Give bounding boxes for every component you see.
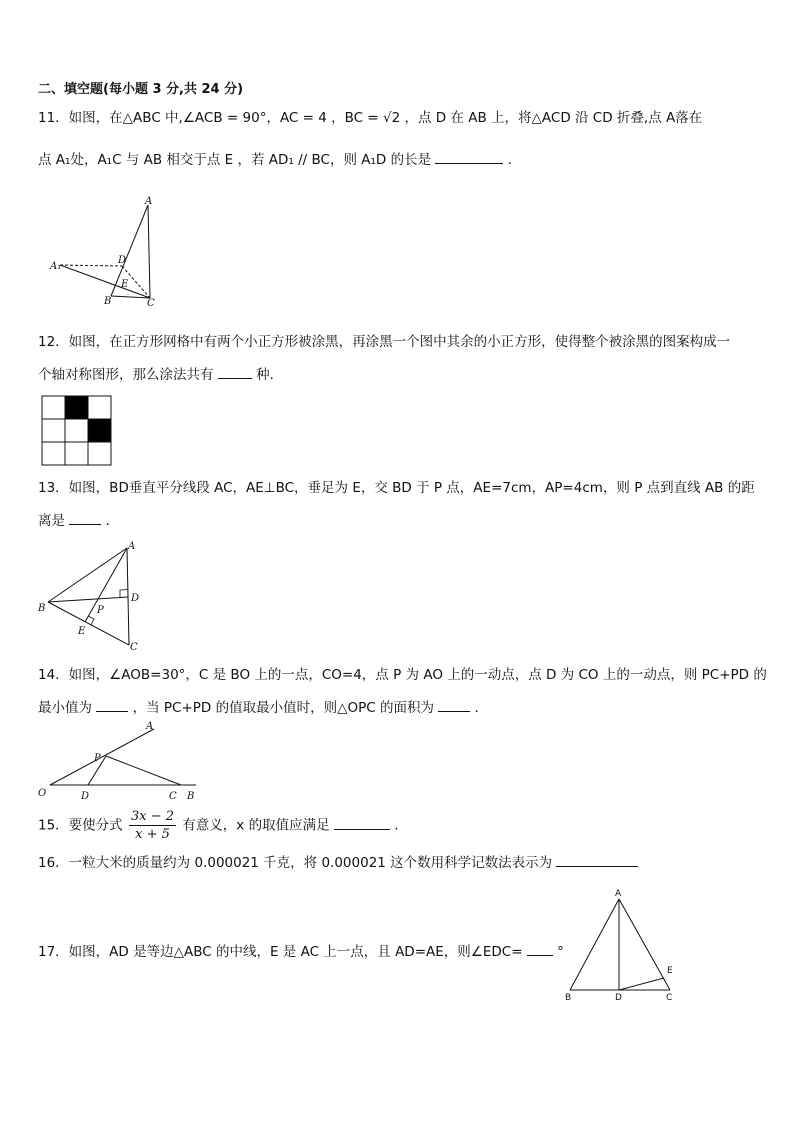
q13-line1: 13．如图，BD垂直平分线段 AC，AE⊥BC，垂足为 E，交 BD 于 P 点，AE=7cm，AP=4cm，则 P 点到直线 AB 的距 xyxy=(38,480,755,496)
q14-answer-blank-1[interactable] xyxy=(96,697,128,712)
q13-label-B: B xyxy=(38,603,46,614)
q13-label-A: A xyxy=(128,541,136,552)
q14-label-B: B xyxy=(187,791,195,802)
q11-label-E: E xyxy=(121,279,129,290)
q12-grid-cell xyxy=(42,396,65,419)
q13-right-angle-D xyxy=(120,590,128,598)
q16-answer-blank[interactable] xyxy=(556,852,638,867)
q14-line1: 14．如图，∠AOB=30°，C 是 BO 上的一点，CO=4，点 P 为 AO 上的一动点，点 D 为 CO 上的一动点，则 PC+PD 的 xyxy=(38,667,767,683)
q11-label-C: C xyxy=(147,298,155,309)
q11-answer-blank[interactable] xyxy=(435,149,503,164)
q12-grid-cell xyxy=(42,442,65,465)
q13-seg-AE xyxy=(85,548,127,622)
q13-label-C: C xyxy=(130,642,138,653)
q13-seg-BD xyxy=(48,597,128,602)
q15-line xyxy=(38,808,398,843)
q14-label-C: C xyxy=(169,791,177,802)
q12-line2b: 种． xyxy=(256,367,284,383)
q11-end: . xyxy=(507,152,512,168)
q15-denominator: x + 5 xyxy=(135,827,170,842)
q17-text: 17．如图，AD 是等边△ABC 的中线，E 是 AC 上一点，且 AD=AE，则∠EDC= xyxy=(38,944,523,960)
q12-grid-cell xyxy=(88,396,111,419)
q12-line2a: 个轴对称图形，那么涂法共有 xyxy=(38,367,214,383)
q12-grid-cell xyxy=(65,419,88,442)
q15-pre: 15．要使分式 xyxy=(38,817,123,834)
q14-figure xyxy=(36,717,201,805)
q13-label-D: D xyxy=(131,593,140,604)
q14-label-O: O xyxy=(38,788,47,799)
q17-label-E: E xyxy=(667,966,673,976)
q15-fraction xyxy=(129,808,176,843)
q12-grid-cell xyxy=(65,442,88,465)
q13-line2a: 离是 xyxy=(38,513,65,529)
q11-seg-AC xyxy=(148,205,150,298)
q14-line2b: ，当 PC+PD 的值取最小值时，则△OPC 的面积为 xyxy=(132,700,434,716)
q12-grid-cell-filled xyxy=(65,396,88,419)
q12-grid-figure xyxy=(41,395,113,465)
q17-answer-blank[interactable] xyxy=(527,941,553,956)
q16-text: 16．一粒大米的质量约为 0.000021 千克，将 0.000021 这个数用科学记数法表示为 xyxy=(38,855,553,871)
q15-post: 有意义，x 的取值应满足 xyxy=(182,817,330,834)
q17-label-D: D xyxy=(615,993,622,1003)
q13-label-E: E xyxy=(78,626,86,637)
q14-ray-OA xyxy=(50,729,154,785)
q13-figure xyxy=(36,538,151,653)
q13-answer-blank[interactable] xyxy=(69,510,101,525)
q13-line2 xyxy=(38,510,119,531)
q11-line2-text: 点 A₁处，A₁C 与 AB 相交于点 E ，若 AD₁ // BC，则 A₁D 的长是 xyxy=(38,152,432,168)
q16-line xyxy=(38,852,638,873)
q11-label-B: B xyxy=(104,296,112,307)
q17-line xyxy=(38,941,564,962)
q11-seg-A1C xyxy=(60,265,150,298)
q11-label-A: A xyxy=(145,196,153,207)
q13-seg-BC xyxy=(48,602,129,645)
q14-label-A: A xyxy=(146,721,154,732)
q13-seg-AC xyxy=(127,548,129,645)
q11-seg-A1D xyxy=(60,265,122,266)
q14-line2a: 最小值为 xyxy=(38,700,92,716)
q14-label-D: D xyxy=(81,791,90,802)
q12-grid-cell xyxy=(42,419,65,442)
q17-label-B: B xyxy=(565,993,572,1003)
q11-label-D: D xyxy=(118,255,127,266)
q14-seg-PC xyxy=(106,756,181,785)
q11-line1: 11．如图，在△ABC 中,∠ACB = 90°，AC = 4 ，BC = √2 ，点 D 在 AB 上，将△ACD 沿 CD 折叠,点 A落在 xyxy=(38,110,703,126)
q11-figure xyxy=(48,195,168,310)
q14-line2 xyxy=(38,697,488,718)
q15-answer-blank[interactable] xyxy=(334,815,390,830)
q11-line2 xyxy=(38,149,512,170)
q11-label-A1: A₁ xyxy=(50,261,62,272)
q12-grid-cell-filled xyxy=(88,419,111,442)
q13-seg-BA xyxy=(48,548,127,602)
q12-line2 xyxy=(38,364,283,385)
q13-line2b: ． xyxy=(105,513,120,529)
q15-end: . xyxy=(394,817,399,834)
q17-seg-DE xyxy=(619,978,664,990)
q14-label-P: P xyxy=(94,753,101,764)
q12-answer-blank[interactable] xyxy=(218,364,252,379)
q14-line2c: ． xyxy=(474,700,489,716)
q12-grid-cell xyxy=(88,442,111,465)
q12-line1: 12．如图，在正方形网格中有两个小正方形被涂黑，再涂黑一个图中其余的小正方形，使得整个被涂黑的图案构成一 xyxy=(38,334,731,350)
q14-answer-blank-2[interactable] xyxy=(438,697,470,712)
q17-figure xyxy=(562,884,682,1004)
q17-label-A: A xyxy=(615,889,622,899)
q17-label-C: C xyxy=(666,993,673,1003)
q17-end: ° xyxy=(557,944,564,960)
q17-seg-AC xyxy=(619,899,670,990)
q13-label-P: P xyxy=(97,605,104,616)
q15-numerator: 3x − 2 xyxy=(130,809,175,824)
q11-seg-AB xyxy=(111,205,148,296)
q17-seg-AB xyxy=(570,899,619,990)
section-title: 二、填空题(每小题 3 分,共 24 分) xyxy=(38,82,244,97)
